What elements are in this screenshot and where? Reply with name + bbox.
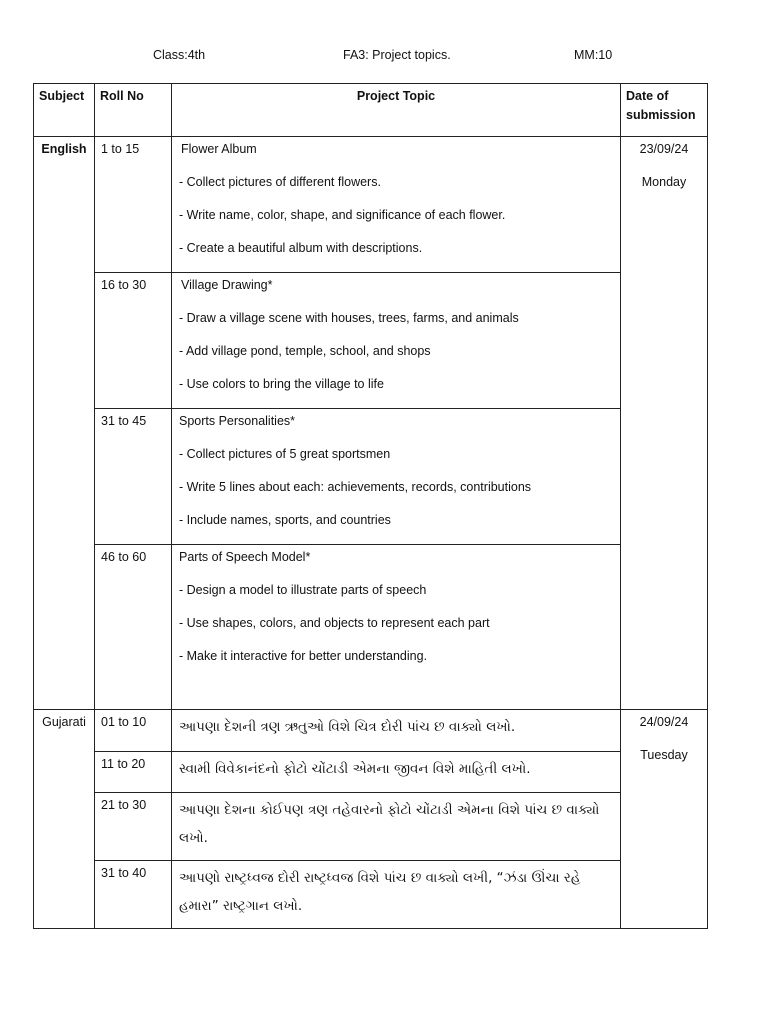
topic-point: - Make it interactive for better understanding. <box>179 649 428 663</box>
gujarati-subject-cell: Gujarati <box>34 710 95 929</box>
roll-cell: 01 to 10 <box>95 710 172 752</box>
submission-date: 24/09/24 <box>639 715 689 729</box>
roll-column-header: Roll No <box>95 84 172 137</box>
subject-column-header: Subject <box>34 84 95 137</box>
table-row <box>34 273 708 409</box>
document-title: FA3: Project topics. <box>343 48 451 62</box>
submission-date: 23/09/24 <box>639 142 689 156</box>
table-row <box>34 710 708 752</box>
topic-cell: આપણા દેશના કોઈપણ ત્રણ તહેવારનો ફોટો ચોંટાડી એમના વિશે પાંચ છ વાક્યો લખો. <box>172 793 621 861</box>
topic-point: - Write name, color, shape, and significance of each flower. <box>179 208 506 222</box>
max-marks-label: MM:10 <box>574 48 613 62</box>
date-column-header: Date of submission <box>621 84 708 137</box>
topic-column-header: Project Topic <box>172 84 621 137</box>
table-header-row <box>34 84 708 137</box>
project-table <box>33 83 708 929</box>
topic-cell: સ્વામી વિવેકાનંદનો ફોટો ચોંટાડી એમના જીવન વિશે માહિતી લખો. <box>172 752 621 793</box>
roll-cell: 31 to 45 <box>95 409 172 545</box>
topic-point: - Include names, sports, and countries <box>179 513 391 527</box>
roll-cell: 1 to 15 <box>95 137 172 273</box>
topic-title: Flower Album <box>181 142 257 156</box>
topic-cell <box>172 545 621 710</box>
gujarati-date-cell <box>621 710 708 929</box>
roll-cell: 21 to 30 <box>95 793 172 861</box>
topic-point: - Add village pond, temple, school, and shops <box>179 344 431 358</box>
topic-point: - Design a model to illustrate parts of speech <box>179 583 427 597</box>
class-label: Class:4th <box>153 48 206 62</box>
topic-cell <box>172 409 621 545</box>
english-subject-cell: English <box>34 137 95 710</box>
table-row <box>34 409 708 545</box>
topic-cell <box>172 273 621 409</box>
topic-title: Sports Personalities* <box>179 414 296 428</box>
roll-cell: 16 to 30 <box>95 273 172 409</box>
table-row <box>34 545 708 710</box>
table-row <box>34 137 708 273</box>
topic-point: - Use shapes, colors, and objects to represent each part <box>179 616 490 630</box>
submission-day: Tuesday <box>640 748 688 762</box>
table-row <box>34 752 708 793</box>
table-row <box>34 861 708 929</box>
topic-cell: આપણો રાષ્ટ્રધ્વજ દોરી રાષ્ટ્રધ્વજ વિશે પાંચ છ વાક્યો લખી, “ઝંડા ઊંચા રહે હમારા” રાષ્ટ્રગાન લખો. <box>172 861 621 929</box>
english-date-cell <box>621 137 708 710</box>
topic-cell <box>172 137 621 273</box>
roll-cell: 31 to 40 <box>95 861 172 929</box>
topic-point: - Collect pictures of different flowers. <box>179 175 381 189</box>
topic-title: Parts of Speech Model* <box>179 550 311 564</box>
topic-title: Village Drawing* <box>181 278 273 292</box>
submission-day: Monday <box>641 175 687 189</box>
topic-point: - Draw a village scene with houses, trees, farms, and animals <box>179 311 519 325</box>
topic-cell: આપણા દેશની ત્રણ ઋતુઓ વિશે ચિત્ર દોરી પાંચ છ વાક્યો લખો. <box>172 710 621 752</box>
topic-point: - Collect pictures of 5 great sportsmen <box>179 447 391 461</box>
roll-cell: 46 to 60 <box>95 545 172 710</box>
topic-point: - Create a beautiful album with descriptions. <box>179 241 423 255</box>
topic-point: - Write 5 lines about each: achievements, records, contributions <box>179 480 532 494</box>
roll-cell: 11 to 20 <box>95 752 172 793</box>
topic-point: - Use colors to bring the village to life <box>179 377 384 391</box>
table-row <box>34 793 708 861</box>
